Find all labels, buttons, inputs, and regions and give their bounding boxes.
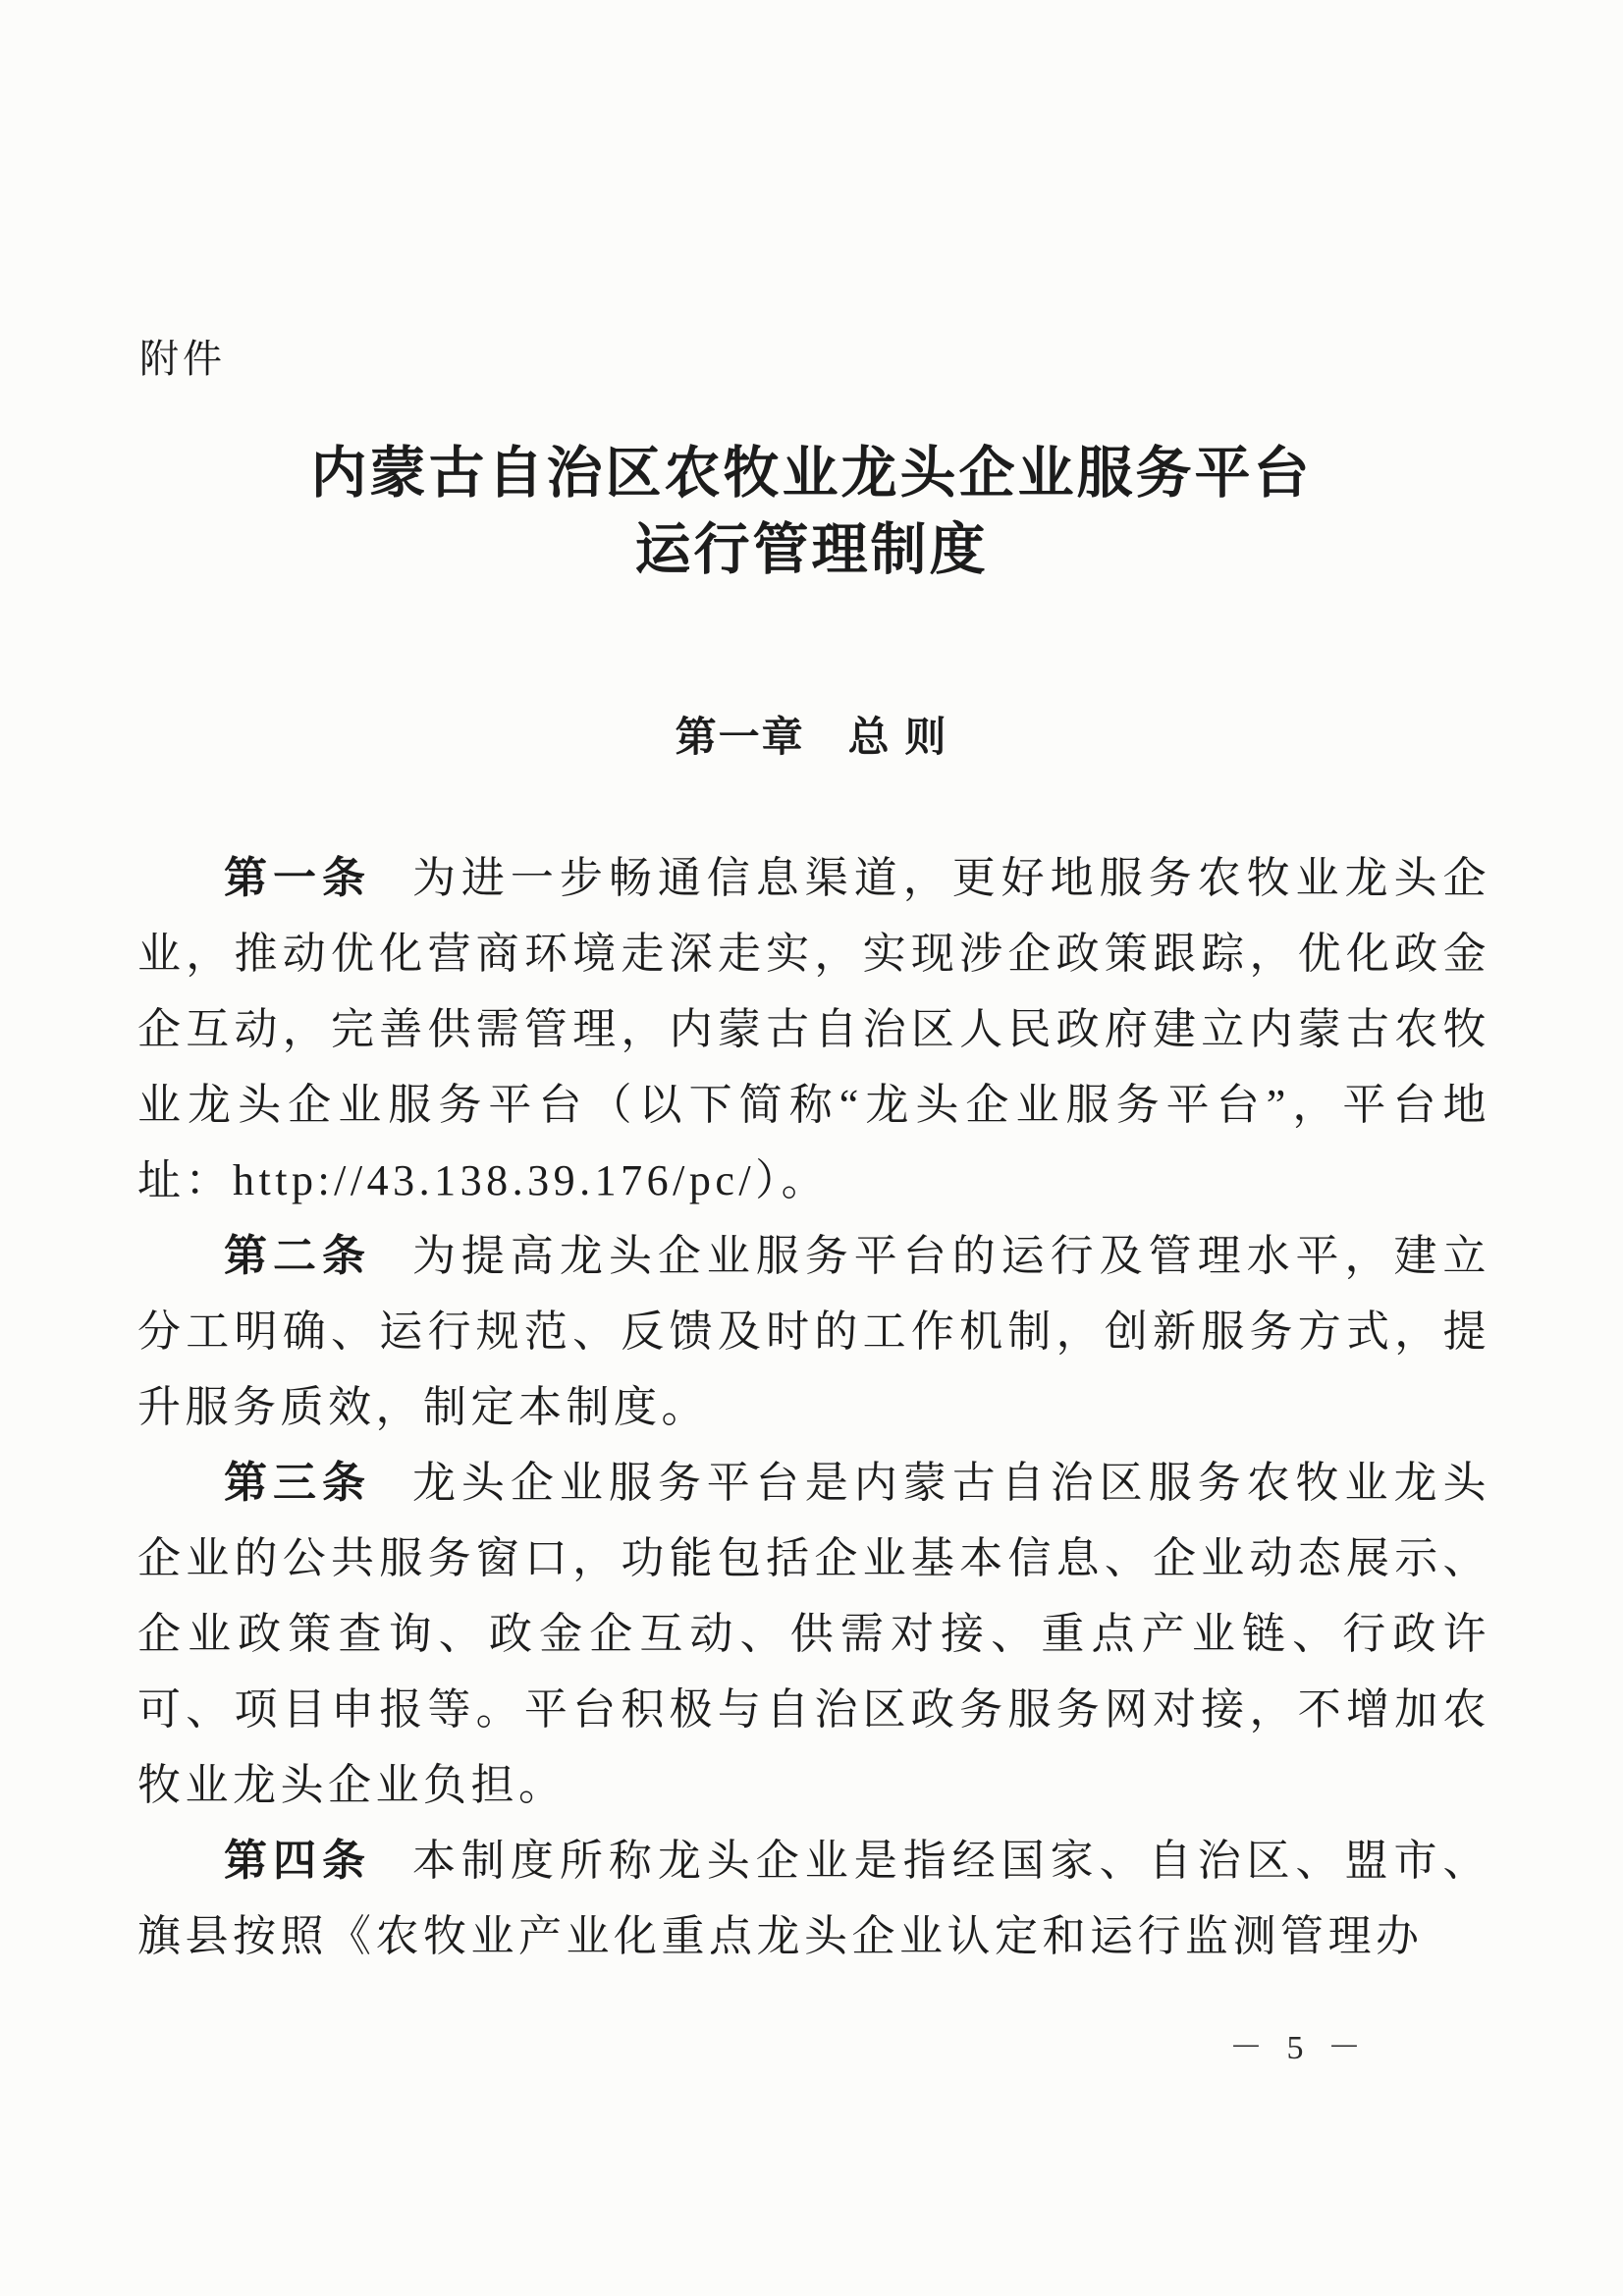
article-1 (137, 840, 1490, 1218)
article-1-label: 第一条 (224, 854, 371, 902)
article-2 (137, 1218, 1490, 1445)
title-line-1: 内蒙古自治区农牧业龙头企业服务平台 (310, 443, 1313, 505)
chapter-heading: 第一章 总 则 (675, 714, 948, 760)
article-3 (137, 1445, 1490, 1823)
article-3-text: 龙头企业服务平台是内蒙古自治区服务农牧业龙头企业的公共服务窗口，功能包括企业基本信息、企业动态展示、企业政策查询、政金企互动、供需对接、重点产业链、行政许可、项目申报等。平台积极与自治区政务服务网对接，不增加农牧业龙头企业负担。 (137, 1459, 1490, 1809)
attachment-label: 附件 (139, 338, 226, 381)
title-line-2: 运行管理制度 (634, 519, 989, 581)
article-1-text: 为进一步畅通信息渠道，更好地服务农牧业龙头企业，推动优化营商环境走深走实，实现涉企政策跟踪，优化政金企互动，完善供需管理，内蒙古自治区人民政府建立内蒙古农牧业龙头企业服务平台（以下简称“龙头企业服务平台”，平台地址：http://43.138.39.176/pc/）。 (137, 854, 1490, 1204)
article-4-text: 本制度所称龙头企业是指经国家、自治区、盟市、旗县按照《农牧业产业化重点龙头企业认定和运行监测管理办 (137, 1837, 1490, 1960)
article-4-label: 第四条 (224, 1837, 371, 1885)
article-2-label: 第二条 (224, 1232, 371, 1280)
document-title (0, 436, 1623, 589)
page-number: － 5 － (1229, 2030, 1369, 2066)
article-2-text: 为提高龙头企业服务平台的运行及管理水平，建立分工明确、运行规范、反馈及时的工作机制，创新服务方式，提升服务质效，制定本制度。 (137, 1232, 1490, 1431)
article-3-label: 第三条 (224, 1459, 371, 1507)
article-4 (137, 1823, 1490, 1974)
document-body (137, 840, 1490, 1974)
